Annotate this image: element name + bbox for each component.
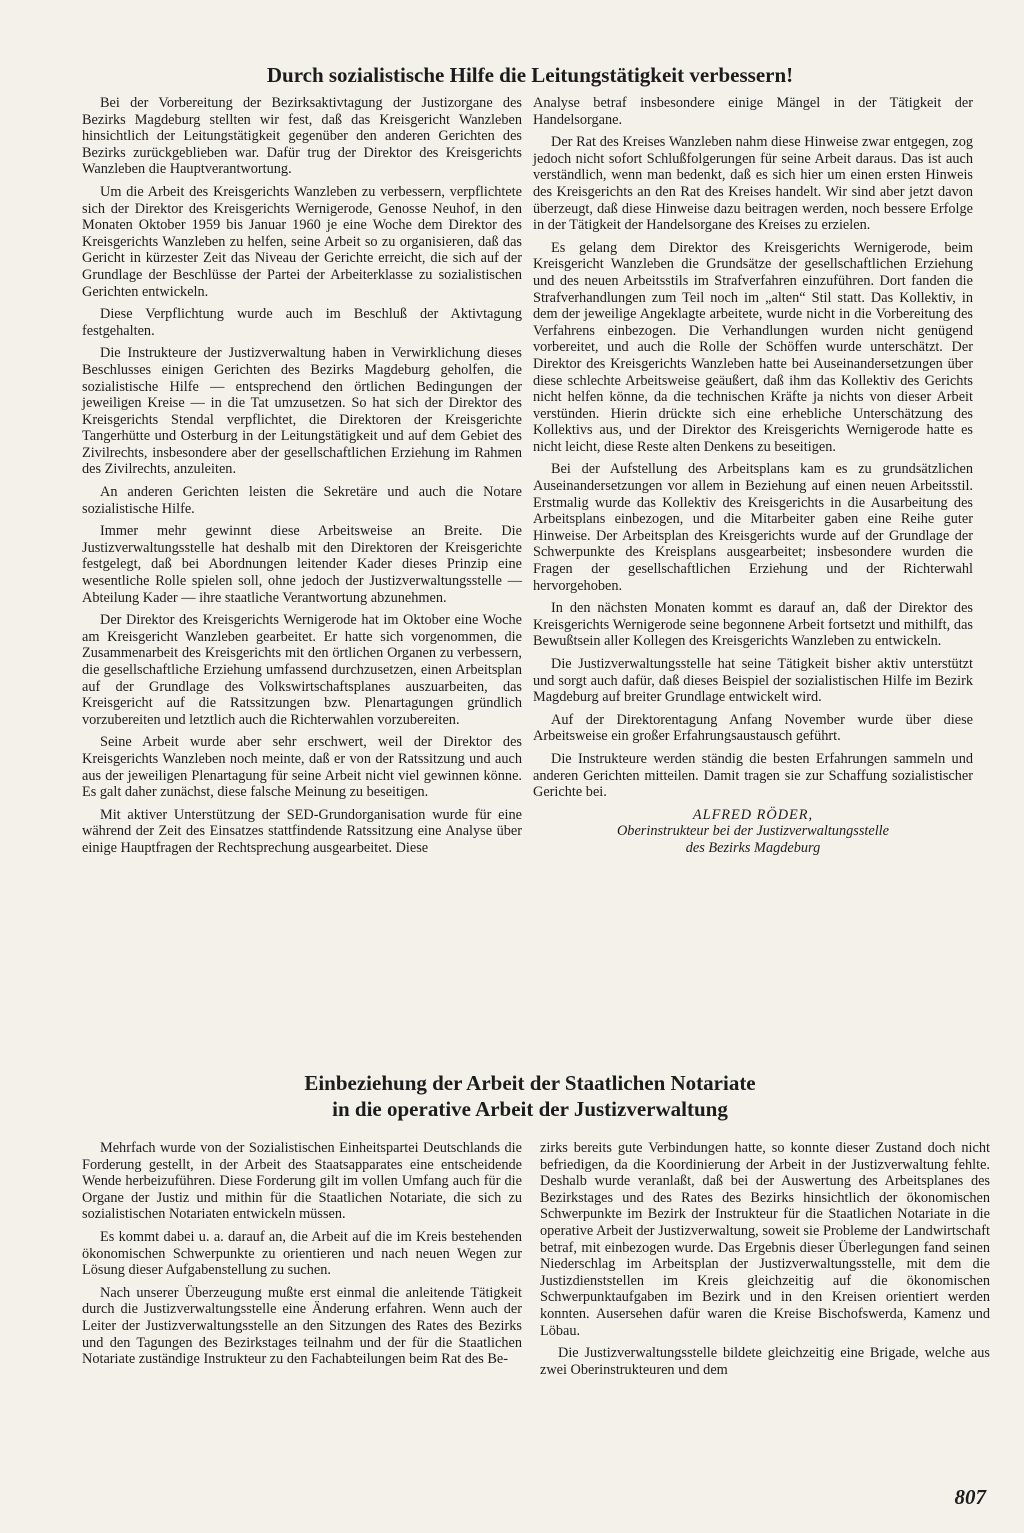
article2-right-column xyxy=(540,1140,990,1384)
article1-title: Durch sozialistische Hilfe die Leitungstätigkeit verbessern! xyxy=(266,63,794,87)
paragraph: Bei der Aufstellung des Arbeitsplans kam es zu grundsätzlichen Auseinandersetzungen vor allem in Beziehung auf einen neuen Arbeitsstil. Erstmalig wurde das Kollektiv des Kreisgerichts in die Ausarbeitung des Arbeitsplans einbezogen, und die Mitarbeiter gaben eine Reihe guter Hinweise. Der Arbeitsplan des Kreisgerichts wurde auf der Grundlage der Schwerpunkte des Kreisplans ausgearbeitet; insbesondere wurden die Fragen der gesellschaftlichen Erziehung und der Richterwahl hervorgehoben. xyxy=(533,461,973,594)
paragraph: Es kommt dabei u. a. darauf an, die Arbeit auf die im Kreis bestehenden ökonomischen Schwerpunkte zu orientieren und nach neuen Wegen zur Lösung dieser Aufgabenstellung zu suchen. xyxy=(82,1228,522,1279)
paragraph: Bei der Vorbereitung der Bezirksaktivtagung der Justizorgane des Bezirks Magdeburg stellten wir fest, daß das Kreisgericht Wanzleben hinsichtlich der Leitungstätigkeit gegenüber den anderen Gerichten des Bezirks zurückgeblieben war. Dafür trug der Direktor des Kreisgerichts Wanzleben die Hauptverantwortung. xyxy=(82,95,522,178)
article2-title-line2: in die operative Arbeit der Justizverwaltung xyxy=(332,1097,728,1121)
paragraph: An anderen Gerichten leisten die Sekretäre und auch die Notare sozialistische Hilfe. xyxy=(82,484,522,517)
paragraph: Immer mehr gewinnt diese Arbeitsweise an Breite. Die Justizverwaltungsstelle hat deshalb mit den Direktoren der Kreisgerichte festgelegt, daß bei Abordnungen leitender Kader dieses Prinzip eine wesentliche Rolle spielen soll, ohne jedoch der Justizverwaltungsstelle — Abteilung Kader — ihre staatliche Verantwortung abzunehmen. xyxy=(82,523,522,606)
paragraph: Es gelang dem Direktor des Kreisgerichts Wernigerode, beim Kreisgericht Wanzleben die Grundsätze der gesellschaftlichen Erziehung und des neuen Arbeitsstils im Strafverfahren einzuführen. Dort fanden die Strafverhandlungen zum Teil noch im „alten“ Stil statt. Das Kollektiv, in dem der jeweilige Angeklagte arbeitete, wurde nicht in die Vorbereitung des Verfahrens einbezogen. Die Verhandlungen wurden nicht genügend vorbereitet, und auch die Rolle der Schöffen wurde unterschätzt. Der Direktor des Kreisgerichts Wanzleben hatte bei Auseinandersetzungen über diese schlechte Arbeitsweise geäußert, daß ihm das Kollektiv des Gerichts nicht helfen könne, da die technischen Kräfte ja nichts von dieser Arbeit verstünden. Hierin drückte sich eine erhebliche Unterschätzung des Kollektivs aus, und der Direktor des Kreisgerichts Wernigerode hatte es nicht leicht, diese Reste alten Denkens zu beseitigen. xyxy=(533,239,973,455)
paragraph: Der Direktor des Kreisgerichts Wernigerode hat im Oktober eine Woche am Kreisgericht Wanzleben gearbeitet. Er hatte sich vorgenommen, die Zusammenarbeit des Kreisgerichts mit den örtlichen Organen zu verbessern, die gesellschaftliche Erziehung umfassend durchzusetzen, einen Arbeitsplan auf der Grundlage des Volkswirtschaftsplanes auszuarbeiten, das Kreisgericht auf die Ratssitzungen bzw. Plenartagungen gründlich vorzubereiten und letztlich auch die Richterwahlen vorzubereiten. xyxy=(82,612,522,728)
article2-title-line1: Einbeziehung der Arbeit der Staatlichen Notariate xyxy=(304,1071,756,1095)
page-number: 807 xyxy=(954,1485,986,1509)
paragraph: zirks bereits gute Verbindungen hatte, so konnte dieser Zustand doch nicht befriedigen, da die Koordinierung der Arbeit in der Justizverwaltung fehlte. Deshalb wurde veranlaßt, daß bei der Auswertung des Arbeitsplanes des Bezirkstages und des Rates des Bezirks hinsichtlich der ökonomischen Schwerpunkte im Bezirk der Instrukteur für die Staatlichen Notariate in die operative Arbeit der Justizverwaltung, soweit sie Probleme der Landwirtschaft betraf, mit einbezogen wurde. Das Ergebnis dieser Überlegungen fand seinen Niederschlag im Arbeitsplan der Justizverwaltungsstelle, mit dem die Justizdienststellen im Kreis gleichzeitig auf die ökonomischen Schwerpunktaufgaben im Bezirk und in den Kreisen orientiert werden konnten. Ausersehen dafür waren die Kreise Bischofswerda, Kamenz und Löbau. xyxy=(540,1140,990,1339)
paragraph: Mehrfach wurde von der Sozialistischen Einheitspartei Deutschlands die Forderung gestellt, in der Arbeit des Staatsapparates eine entscheidende Wende herbeizuführen. Diese Forderung gilt im vollen Umfang auch für die Organe der Justiz und mithin für die Staatlichen Notariate, die sich zu sozialistischen Notariaten entwickeln müssen. xyxy=(82,1140,522,1223)
author-role-affiliation: des Bezirks Magdeburg xyxy=(685,839,821,856)
paragraph: Nach unserer Überzeugung mußte erst einmal die anleitende Tätigkeit durch die Justizverwaltungsstelle eine Änderung erfahren. Wenn auch der Leiter der Justizverwaltungsstelle an den Sitzungen des Rates des Bezirks und den Tagungen des Bezirkstages teilnahm und der für die Staatlichen Notariate zuständige Instrukteur zu den Fachabteilungen beim Rat des Be- xyxy=(82,1284,522,1368)
paragraph: Die Instrukteure werden ständig die besten Erfahrungen sammeln und anderen Gerichten mitteilen. Damit tragen sie zur Schaffung sozialistischer Gerichte bei. xyxy=(533,750,973,801)
paragraph: Seine Arbeit wurde aber sehr erschwert, weil der Direktor des Kreisgerichts Wanzleben noch meinte, daß er von der Ratssitzung und auch aus der jeweiligen Plenartagung für seine Arbeit nicht viel gewinnen könne. Es galt daher zunächst, diese falsche Meinung zu beseitigen. xyxy=(82,734,522,801)
paragraph: Auf der Direktorentagung Anfang November wurde über diese Arbeitsweise ein großer Erfahrungsaustausch geführt. xyxy=(533,711,973,745)
article2-left-column xyxy=(82,1140,522,1374)
paragraph: Um die Arbeit des Kreisgerichts Wanzleben zu verbessern, verpflichtete sich der Direktor des Kreisgerichts Wernigerode, Genosse Neuhof, in den Monaten Oktober 1959 bis Januar 1960 je eine Woche dem Direktor des Kreisgerichts Wanzleben zu helfen, seine Arbeit so zu organisieren, daß das Gericht in kürzester Zeit das Niveau der Gerichte erreicht, die sich auf der Grundlage der Beschlüsse der Partei der Arbeiterklasse zu sozialistischen Gerichten entwickeln. xyxy=(82,183,522,300)
paragraph: Die Justizverwaltungsstelle hat seine Tätigkeit bisher aktiv unterstützt und sorgt auch dafür, daß dieses Beispiel der sozialistischen Hilfe im Bezirk Magdeburg auf breiter Grundlage entwickelt wird. xyxy=(533,656,973,706)
author-role: Oberinstrukteur bei der Justizverwaltungsstelle xyxy=(616,823,889,840)
article1-left-column xyxy=(82,95,522,863)
paragraph: Die Justizverwaltungsstelle bildete gleichzeitig eine Brigade, welche aus zwei Oberinstrukteuren und dem xyxy=(540,1345,990,1378)
author-signature xyxy=(533,807,973,857)
article1-right-column xyxy=(533,95,973,857)
paragraph: Mit aktiver Unterstützung der SED-Grundorganisation wurde für eine während der Zeit des Einsatzes stattfindende Ratssitzung eine Analyse über einige Hauptfragen der Rechtsprechung ausgearbeitet. Diese xyxy=(82,806,522,856)
paragraph: In den nächsten Monaten kommt es darauf an, daß der Direktor des Kreisgerichts Wernigerode seine begonnene Arbeit fortsetzt und mithilft, das Bewußtsein aller Kollegen des Kreisgerichts Wanzleben zu entwickeln. xyxy=(533,600,973,650)
paragraph: Analyse betraf insbesondere einige Mängel in der Tätigkeit der Handelsorgane. xyxy=(533,95,973,128)
author-name: ALFRED RÖDER, xyxy=(692,806,814,823)
paragraph: Die Instrukteure der Justizverwaltung haben in Verwirklichung dieses Beschlusses einigen Gerichten des Bezirks Magdeburg geholfen, die sozialistische Hilfe — entsprechend den örtlichen Bedingungen der jeweiligen Kreise — in die Tat umzusetzen. So hat sich der Direktor des Kreisgerichts Stendal verpflichtet, die Direktoren der Kreisgerichte Tangerhütte und Osterburg in der Leitungstätigkeit und auf dem Gebiet des Zivilrechts, insbesondere aber der gesellschaftlichen Erziehung im Rahmen des Zivilrechts, anzuleiten. xyxy=(82,345,522,478)
paragraph: Diese Verpflichtung wurde auch im Beschluß der Aktivtagung festgehalten. xyxy=(82,306,522,339)
paragraph: Der Rat des Kreises Wanzleben nahm diese Hinweise zwar entgegen, zog jedoch nicht sofort Schlußfolgerungen für seine Arbeit daraus. Das ist auch verständlich, wenn man bedenkt, daß es sich hier um einen ersten Hinweis des Kreisgerichts an den Rat des Kreises handelt. Wir sind aber jetzt davon überzeugt, daß diese Hinweise dazu beitragen werden, noch bessere Erfolge in der Tätigkeit der Handelsorgane des Kreises zu erzielen. xyxy=(533,134,973,234)
